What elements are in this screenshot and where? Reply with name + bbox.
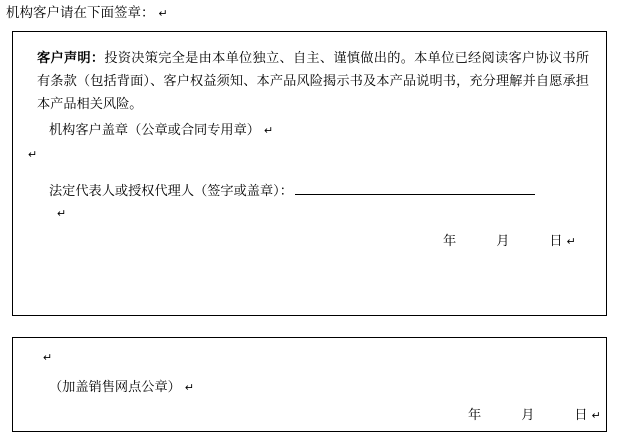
- paragraph-mark: ↵: [566, 236, 576, 248]
- institution-seal-line: [49, 119, 273, 142]
- page-title: [6, 4, 168, 23]
- page-title-text: 机构客户请在下面签章：: [6, 5, 155, 20]
- paragraph-mark-2: ↵: [57, 208, 67, 220]
- institution-seal-label: 机构客户盖章（公章或合同专用章）: [49, 122, 260, 137]
- paragraph-mark: ↵: [158, 8, 168, 20]
- date-day-label: 日: [574, 407, 588, 422]
- paragraph-mark: ↵: [591, 410, 601, 422]
- sales-outlet-box: [12, 337, 607, 432]
- client-date-row: [443, 230, 576, 249]
- paragraph-mark: ↵: [184, 382, 195, 394]
- client-declaration-box: [12, 31, 607, 316]
- sales-outlet-seal-label: （加盖销售网点公章）: [49, 379, 181, 394]
- paragraph-mark-3: ↵: [43, 352, 53, 364]
- paragraph-mark-1: ↵: [28, 149, 38, 161]
- sales-outlet-seal-label-row: [49, 376, 194, 395]
- client-statement-text: 投资决策完全是由本单位独立、自主、谨慎做出的。本单位已经阅读客户协议书所有条款（包括背面）、客户权益须知、本产品风险揭示书及本产品说明书，充分理解并自愿承担本产品相关风险。: [37, 50, 590, 111]
- date-year-label: 年: [468, 407, 482, 422]
- date-month-label: 月: [521, 407, 535, 422]
- paragraph-mark: ↵: [264, 125, 274, 137]
- signature-field[interactable]: [295, 179, 535, 195]
- date-year-label: 年: [443, 233, 457, 248]
- legal-representative-line: [49, 179, 535, 202]
- legal-representative-label: 法定代表人或授权代理人（签字或盖章）：: [49, 183, 293, 198]
- sales-outlet-date-row: [468, 404, 601, 423]
- client-statement-label: 客户声明：: [37, 50, 105, 65]
- client-statement: [37, 46, 589, 115]
- date-month-label: 月: [496, 233, 510, 248]
- date-day-label: 日: [549, 233, 563, 248]
